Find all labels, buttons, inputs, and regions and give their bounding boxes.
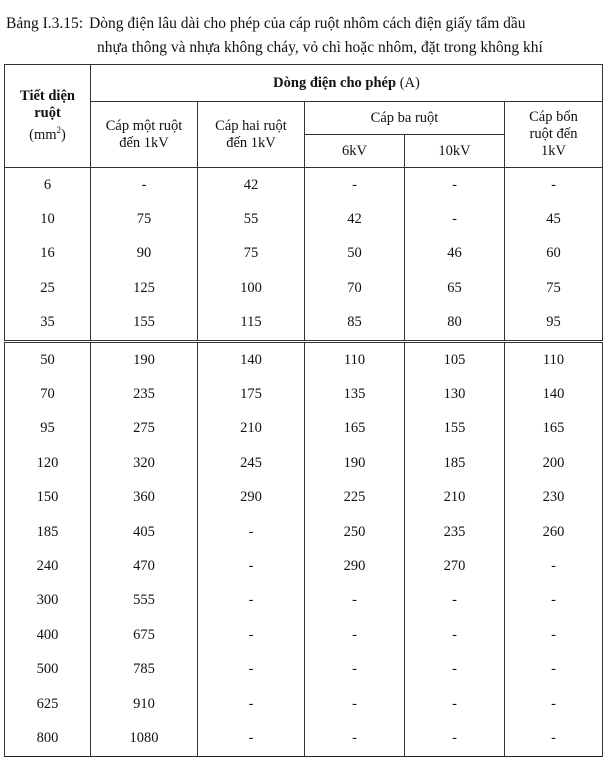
current-cell: -	[305, 584, 405, 618]
section-cell: 35	[5, 306, 91, 342]
current-cell: -	[198, 584, 305, 618]
current-cell: 42	[198, 168, 305, 203]
current-cell: 135	[305, 377, 405, 411]
current-cell: -	[198, 618, 305, 652]
current-cell: 95	[505, 306, 603, 342]
current-cell: 910	[91, 687, 198, 721]
section-cell: 400	[5, 618, 91, 652]
current-cell: -	[505, 584, 603, 618]
current-cell: -	[505, 618, 603, 652]
single-core-header: Cáp một ruột đến 1kV	[91, 102, 198, 168]
table-body-group-2	[5, 341, 603, 756]
group-header: Dòng điện cho phép (A)	[91, 65, 603, 102]
section-cell: 800	[5, 721, 91, 756]
section-cell: 120	[5, 446, 91, 480]
table-row	[5, 721, 603, 756]
current-cell: -	[305, 168, 405, 203]
section-cell: 6	[5, 168, 91, 203]
current-cell: 110	[505, 341, 603, 377]
current-cell: 85	[305, 306, 405, 342]
current-cell: -	[305, 687, 405, 721]
section-cell: 150	[5, 481, 91, 515]
table-row	[5, 168, 603, 203]
table-row	[5, 515, 603, 549]
current-cell: -	[405, 168, 505, 203]
current-cell: -	[305, 721, 405, 756]
triple-6kv-header: 6kV	[305, 135, 405, 168]
current-cell: 175	[198, 377, 305, 411]
current-cell: 225	[305, 481, 405, 515]
current-cell: -	[405, 202, 505, 236]
current-cell: 130	[405, 377, 505, 411]
table-row	[5, 687, 603, 721]
double-core-header: Cáp hai ruột đến 1kV	[198, 102, 305, 168]
current-cell: 105	[405, 341, 505, 377]
current-cell: -	[405, 687, 505, 721]
current-cell: -	[305, 618, 405, 652]
current-cell: 75	[198, 237, 305, 271]
current-cell: 140	[198, 341, 305, 377]
current-cell: 275	[91, 412, 198, 446]
current-cell: 110	[305, 341, 405, 377]
current-cell: 360	[91, 481, 198, 515]
current-cell: 210	[405, 481, 505, 515]
section-cell: 70	[5, 377, 91, 411]
current-cell: 165	[505, 412, 603, 446]
table-row	[5, 446, 603, 480]
section-cell: 95	[5, 412, 91, 446]
current-cell: 50	[305, 237, 405, 271]
section-cell: 185	[5, 515, 91, 549]
table-row	[5, 618, 603, 652]
section-cell: 10	[5, 202, 91, 236]
current-cell: 290	[198, 481, 305, 515]
current-cell: 235	[91, 377, 198, 411]
current-cell: -	[405, 652, 505, 686]
current-cell: 200	[505, 446, 603, 480]
current-cell: -	[305, 652, 405, 686]
current-cell: 260	[505, 515, 603, 549]
current-cell: 60	[505, 237, 603, 271]
section-cell: 50	[5, 341, 91, 377]
section-cell: 500	[5, 652, 91, 686]
current-cell: 155	[91, 306, 198, 342]
current-cell: 75	[91, 202, 198, 236]
current-cell: 75	[505, 271, 603, 305]
table-caption	[6, 12, 602, 60]
current-cell: 230	[505, 481, 603, 515]
current-cell: 190	[91, 341, 198, 377]
current-cell: 46	[405, 237, 505, 271]
current-cell: -	[405, 618, 505, 652]
section-cell: 300	[5, 584, 91, 618]
current-cell: 405	[91, 515, 198, 549]
current-cell: 165	[305, 412, 405, 446]
current-cell: 1080	[91, 721, 198, 756]
current-cell: 55	[198, 202, 305, 236]
triple-10kv-header: 10kV	[405, 135, 505, 168]
current-cell: -	[91, 168, 198, 203]
current-cell: 140	[505, 377, 603, 411]
current-cell: -	[505, 687, 603, 721]
section-header: Tiết diện ruột $(mm^2)$	[5, 65, 91, 168]
current-cell: 42	[305, 202, 405, 236]
four-core-header: Cáp bốn ruột đến 1kV	[505, 102, 603, 168]
current-cell: 320	[91, 446, 198, 480]
current-cell: 115	[198, 306, 305, 342]
current-cell: 125	[91, 271, 198, 305]
table-row	[5, 481, 603, 515]
current-cell: 290	[305, 549, 405, 583]
current-cell: -	[198, 721, 305, 756]
current-cell: 245	[198, 446, 305, 480]
current-cell: -	[405, 584, 505, 618]
caption-label: Bảng I.3.15:	[6, 15, 84, 32]
section-cell: 25	[5, 271, 91, 305]
table-row	[5, 306, 603, 342]
section-cell: 625	[5, 687, 91, 721]
current-cell: -	[505, 549, 603, 583]
table-row	[5, 412, 603, 446]
current-cell: 80	[405, 306, 505, 342]
current-cell: 270	[405, 549, 505, 583]
current-cell: 155	[405, 412, 505, 446]
current-cell: -	[198, 652, 305, 686]
current-cell: 470	[91, 549, 198, 583]
caption-line-1: Dòng điện lâu dài cho phép của cáp ruột nhôm cách điện giấy tẩm dầu	[89, 15, 526, 32]
current-cell: 235	[405, 515, 505, 549]
table-row	[5, 271, 603, 305]
table-row	[5, 652, 603, 686]
current-cell: -	[505, 721, 603, 756]
current-cell: 185	[405, 446, 505, 480]
current-table	[4, 64, 603, 757]
current-cell: 65	[405, 271, 505, 305]
current-cell: 100	[198, 271, 305, 305]
table-body-group-1	[5, 168, 603, 342]
section-cell: 16	[5, 237, 91, 271]
current-cell: -	[405, 721, 505, 756]
current-cell: 90	[91, 237, 198, 271]
current-cell: -	[505, 168, 603, 203]
current-cell: 250	[305, 515, 405, 549]
triple-core-header: Cáp ba ruột	[305, 102, 505, 135]
current-cell: 555	[91, 584, 198, 618]
current-cell: 70	[305, 271, 405, 305]
section-cell: 240	[5, 549, 91, 583]
table-row	[5, 237, 603, 271]
current-cell: 45	[505, 202, 603, 236]
current-cell: 785	[91, 652, 198, 686]
table-row	[5, 549, 603, 583]
table-row	[5, 202, 603, 236]
table-row	[5, 341, 603, 377]
current-cell: 190	[305, 446, 405, 480]
current-cell: -	[198, 687, 305, 721]
current-cell: -	[198, 549, 305, 583]
table-row	[5, 584, 603, 618]
caption-line-2: nhựa thông và nhựa không cháy, vỏ chì hoặc nhôm, đặt trong không khí	[97, 39, 543, 56]
current-cell: 210	[198, 412, 305, 446]
table-row	[5, 377, 603, 411]
current-cell: 675	[91, 618, 198, 652]
current-cell: -	[505, 652, 603, 686]
current-cell: -	[198, 515, 305, 549]
